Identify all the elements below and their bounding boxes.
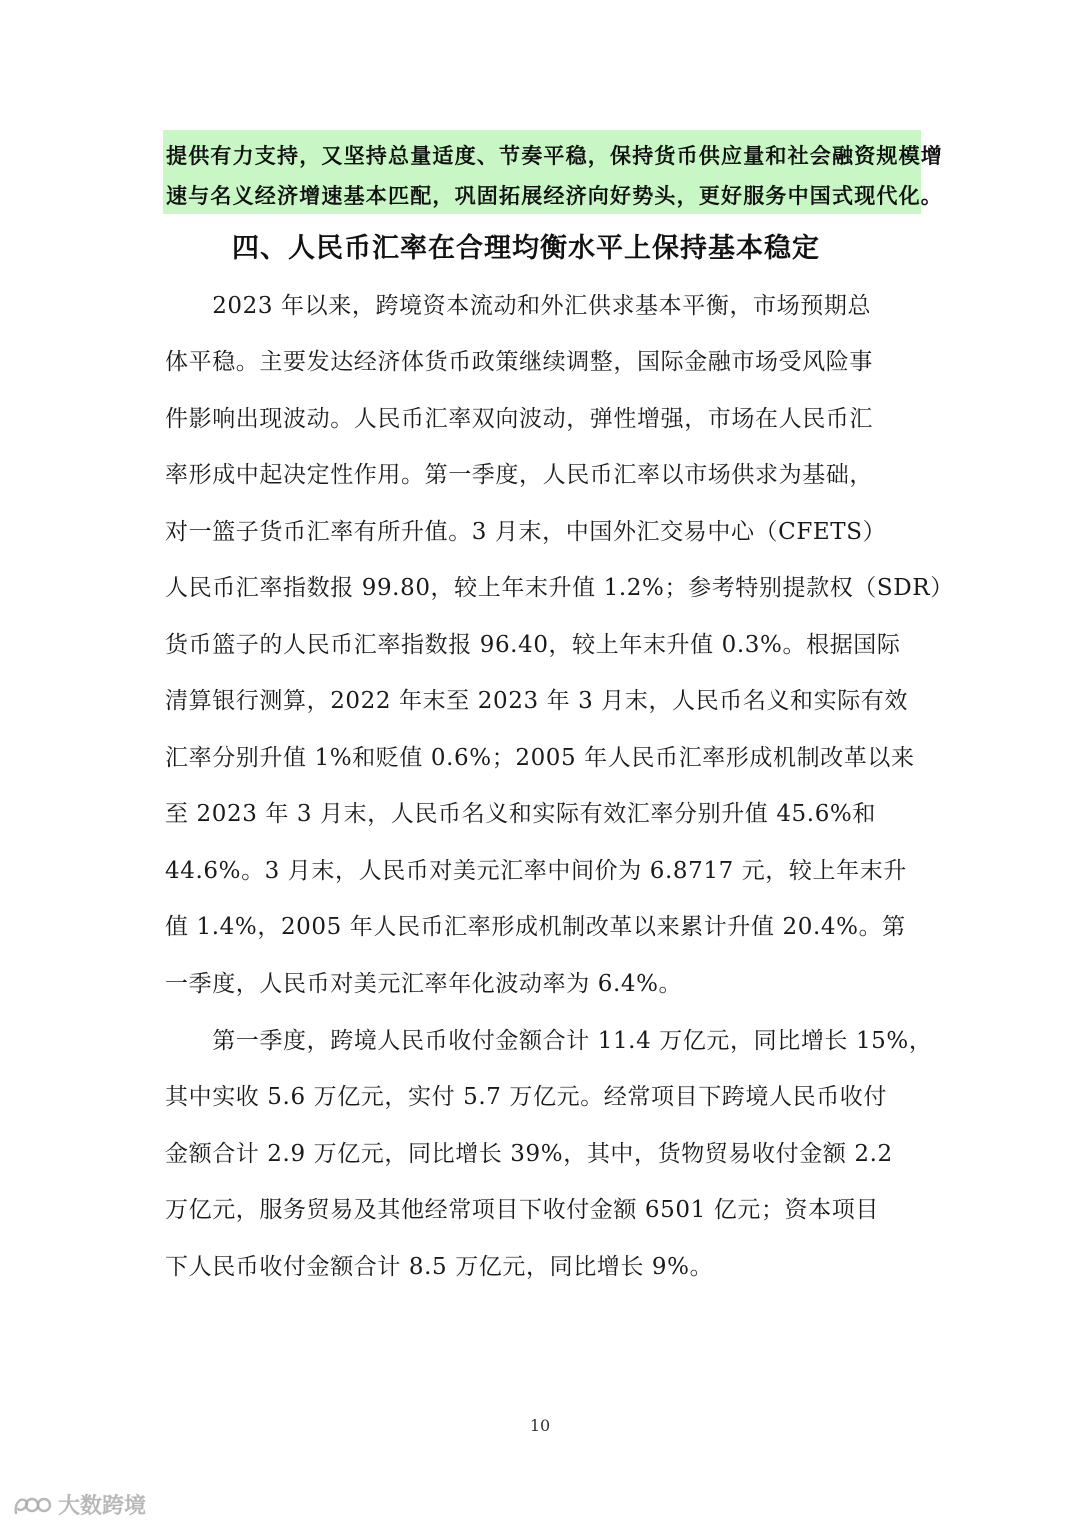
paragraph-line: 下人民币收付金额合计 8.5 万亿元，同比增长 9%。 [165,1254,714,1280]
section-heading: 四、人民币汇率在合理均衡水平上保持基本稳定 [232,233,820,264]
paragraph-line: 第一季度，跨境人民币收付金额合计 11.4 万亿元，同比增长 15%， [165,1028,933,1054]
paragraph-line: 汇率分别升值 1%和贬值 0.6%；2005 年人民币汇率形成机制改革以来 [165,745,915,771]
paragraph-line: 至 2023 年 3 月末，人民币名义和实际有效汇率分别升值 45.6%和 [165,801,876,827]
paragraph-line: 一季度，人民币对美元汇率年化波动率为 6.4%。 [165,971,683,997]
watermark [12,1489,146,1520]
paragraph-line: 2023 年以来，跨境资本流动和外汇供求基本平衡，市场预期总 [165,293,872,319]
paragraph-line: 人民币汇率指数报 99.80，较上年末升值 1.2%；参考特别提款权（SDR） [165,575,954,601]
paragraph-line: 件影响出现波动。人民币汇率双向波动，弹性增强，市场在人民币汇 [165,406,873,432]
paragraph-line: 值 1.4%，2005 年人民币汇率形成机制改革以来累计升值 20.4%。第 [165,914,906,940]
highlighted-line: 提供有力支持，又坚持总量适度、节奏平稳，保持货币供应量和社会融资规模增 [166,143,943,168]
paragraph-line: 清算银行测算，2022 年末至 2023 年 3 月末，人民币名义和实际有效 [165,688,909,714]
paragraph-line: 体平稳。主要发达经济体货币政策继续调整，国际金融市场受风险事 [165,349,873,375]
page-number: 10 [529,1416,551,1435]
paragraph-line: 万亿元，服务贸易及其他经常项目下收付金额 6501 亿元；资本项目 [165,1197,879,1223]
paragraph-line: 44.6%。3 月末，人民币对美元汇率中间价为 6.8717 元，较上年末升 [165,858,907,884]
highlighted-line: 速与名义经济增速基本匹配，巩固拓展经济向好势头，更好服务中国式现代化。 [166,183,943,208]
paragraph-line: 其中实收 5.6 万亿元，实付 5.7 万亿元。经常项目下跨境人民币收付 [165,1084,887,1110]
paragraph-line: 对一篮子货币汇率有所升值。3 月末，中国外汇交易中心（CFETS） [165,519,887,545]
paragraph-line: 货币篮子的人民币汇率指数报 96.40，较上年末升值 0.3%。根据国际 [165,632,901,658]
watermark-text: 大数跨境 [58,1494,147,1519]
paragraph-line: 率形成中起决定性作用。第一季度，人民币汇率以市场供求为基础， [165,462,873,488]
watermark-logo-icon [12,1493,52,1517]
paragraph-line: 金额合计 2.9 万亿元，同比增长 39%，其中，货物贸易收付金额 2.2 [165,1141,893,1167]
